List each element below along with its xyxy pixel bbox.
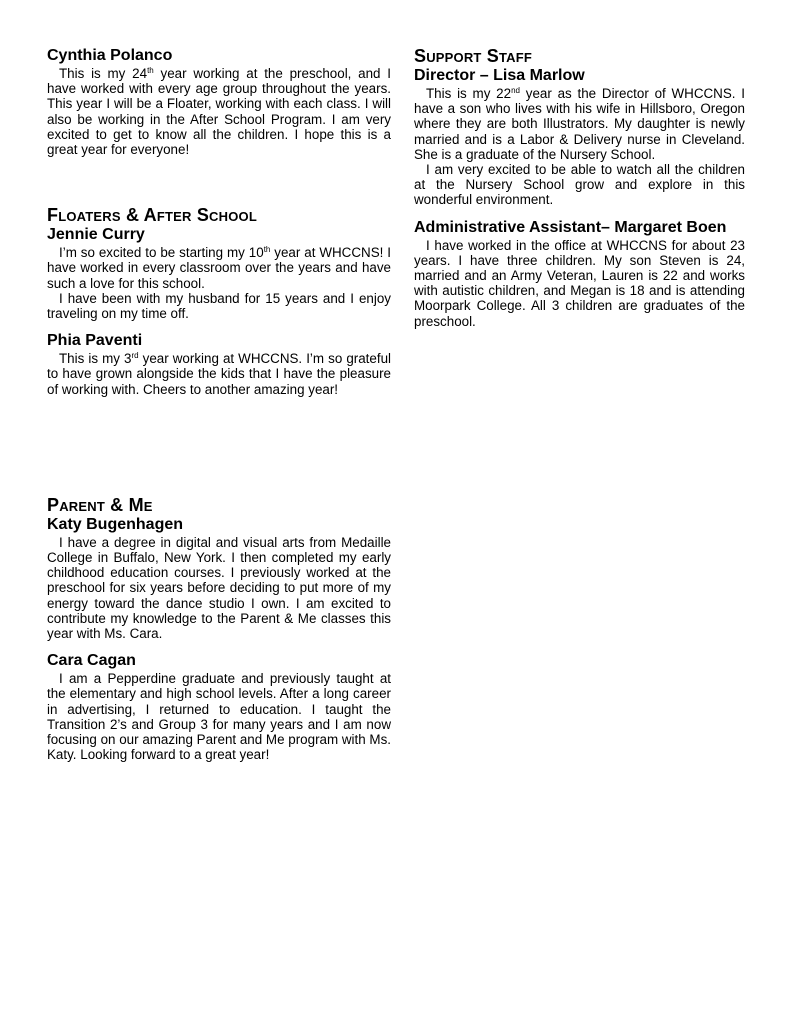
left-column (47, 46, 391, 772)
staff-entry-katy (47, 515, 391, 641)
staff-bio: I have worked in the office at WHCCNS for about 23 years. I have three children. My son Steven is 24, married and an Army Veteran, Lauren is 22 and works with autistic children, and Megan is 18 and is attending Moorpark College. All 3 children are graduates of the preschool. (414, 237, 745, 329)
staff-name: Phia Paventi (47, 332, 143, 350)
staff-bio: This is my 22nd year as the Director of WHCCNS. I have a son who lives with his wife in Hillsboro, Oregon where they are both Illustrators. My daughter is newly married and is a Labor & Delivery nurse in Cleveland. She is a graduate of the Nursery School. (414, 86, 745, 162)
staff-name: Jennie Curry (47, 226, 145, 244)
staff-bio: I am very excited to be able to watch all the children at the Nursery School grow and explore in this wonderful environment. (414, 162, 745, 208)
staff-name: Cara Cagan (47, 652, 136, 670)
staff-bio: This is my 24th year working at the preschool, and I have worked with every age group throughout the years. This year I will be a Floater, working with each class. I will also be working in the After School Program. I am very excited to get to know all the children. I hope this is a great year for everyone! (47, 66, 392, 158)
staff-entry-jennie (47, 225, 391, 321)
right-column (414, 46, 745, 339)
section-parent-me (47, 495, 391, 763)
staff-bio: I have a degree in digital and visual arts from Medaille College in Buffalo, New York. I then completed my early childhood education courses. I previously worked at the preschool for six years before deciding to put more of my energy toward the dance studio I own. I am excited to contribute my knowledge to the Parent & Me classes this year with Ms. Cara. (47, 534, 391, 642)
staff-bio: This is my 3rd year working at WHCCNS. I’m so grateful to have grown alongside the kids that I have the pleasure of working with. Cheers to another amazing year! (47, 351, 391, 397)
staff-entry-admin (414, 218, 745, 329)
staff-entry-director (414, 66, 745, 208)
staff-bio: I’m so excited to be starting my 10th year at WHCCNS! I have worked in every classroom over the years and have such a love for this school. (47, 245, 392, 291)
staff-entry-cara (47, 651, 391, 762)
staff-bio: I am a Pepperdine graduate and previously taught at the elementary and high school levels. After a long career in advertising, I returned to education. I taught the Transition 2’s and Group 3 for many years and I am now focusing on our amazing Parent and Me program with Ms. Katy. Looking forward to a great year! (47, 671, 391, 763)
staff-entry-phia (47, 331, 391, 397)
section-heading: Parent & Me (47, 494, 153, 515)
staff-entry-cynthia (47, 46, 391, 157)
staff-name: Administrative Assistant– Margaret Boen (414, 218, 727, 236)
staff-name: Katy Bugenhagen (47, 515, 184, 533)
section-heading: Support Staff (414, 46, 533, 66)
staff-name: Director – Lisa Marlow (414, 67, 585, 84)
section-floaters (47, 205, 391, 397)
section-heading: Floaters & After School (47, 205, 257, 226)
section-support-staff (414, 46, 745, 329)
staff-name: Cynthia Polanco (47, 47, 173, 64)
staff-bio: I have been with my husband for 15 years and I enjoy traveling on my time off. (47, 290, 391, 322)
